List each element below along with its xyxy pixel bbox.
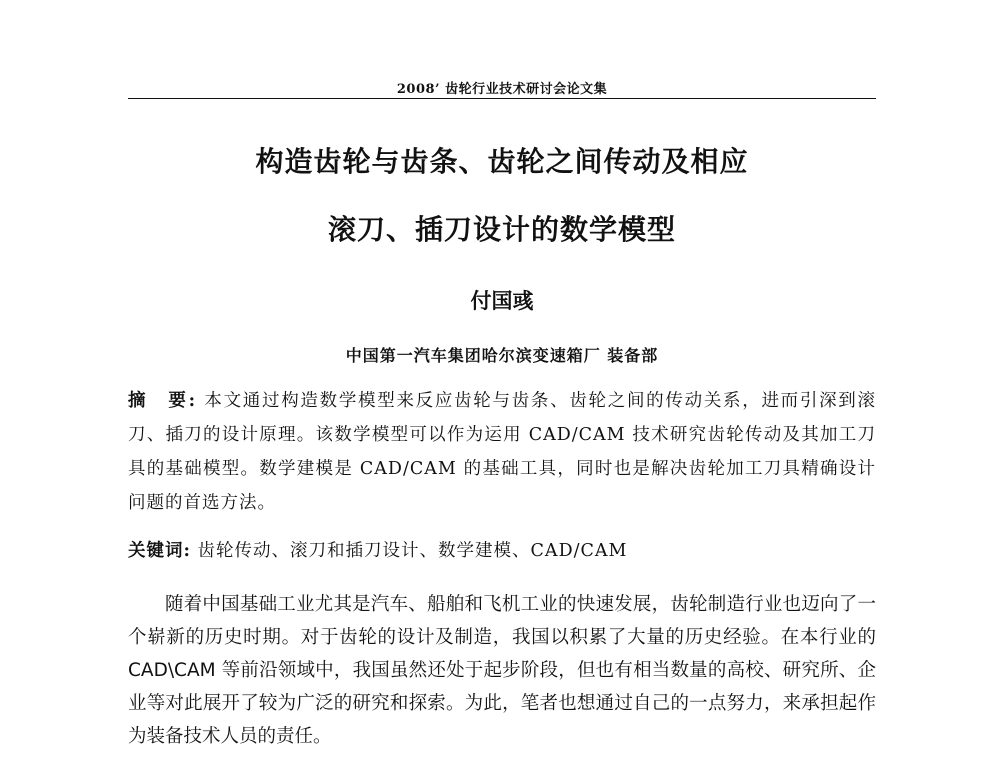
header-rule <box>128 98 876 99</box>
abstract-label: 摘 要: <box>128 391 198 411</box>
body-paragraph: 随着中国基础工业尤其是汽车、船舶和飞机工业的快速发展，齿轮制造行业也迈向了一个崭新的历史时期。对于齿轮的设计及制造，我国以积累了大量的历史经验。在本行业的 CAD\CAM 等前沿领域中，我国虽然还处于起步阶段，但也有相当数量的高校、研究所、企业等对此展开了较为广泛的研究和探索。为此，笔者也想通过自己的一点努力，来承担起作为装备技术人员的责任。 <box>128 594 876 747</box>
paper-title-line-1: 构造齿轮与齿条、齿轮之间传动及相应 <box>255 145 749 178</box>
abstract-text: 本文通过构造数学模型来反应齿轮与齿条、齿轮之间的传动关系，进而引深到滚刀、插刀的设计原理。该数学模型可以作为运用 CAD/CAM 技术研究齿轮传动及其加工刀具的基础模型。数学建模是 CAD/CAM 的基础工具，同时也是解决齿轮加工刀具精确设计问题的首选方法。 <box>128 391 876 513</box>
abstract <box>128 384 876 520</box>
keywords-label: 关键词: <box>128 541 191 561</box>
author-name: 付国彧 <box>470 289 534 313</box>
keywords-text: 齿轮传动、滚刀和插刀设计、数学建模、CAD/CAM <box>197 541 628 561</box>
paper-title-line-2: 滚刀、插刀设计的数学模型 <box>327 213 676 246</box>
keywords <box>128 534 876 568</box>
author-affiliation: 中国第一汽车集团哈尔滨变速箱厂 装备部 <box>345 346 659 365</box>
running-header: 2008’ 齿轮行业技术研讨会论文集 <box>396 82 608 97</box>
